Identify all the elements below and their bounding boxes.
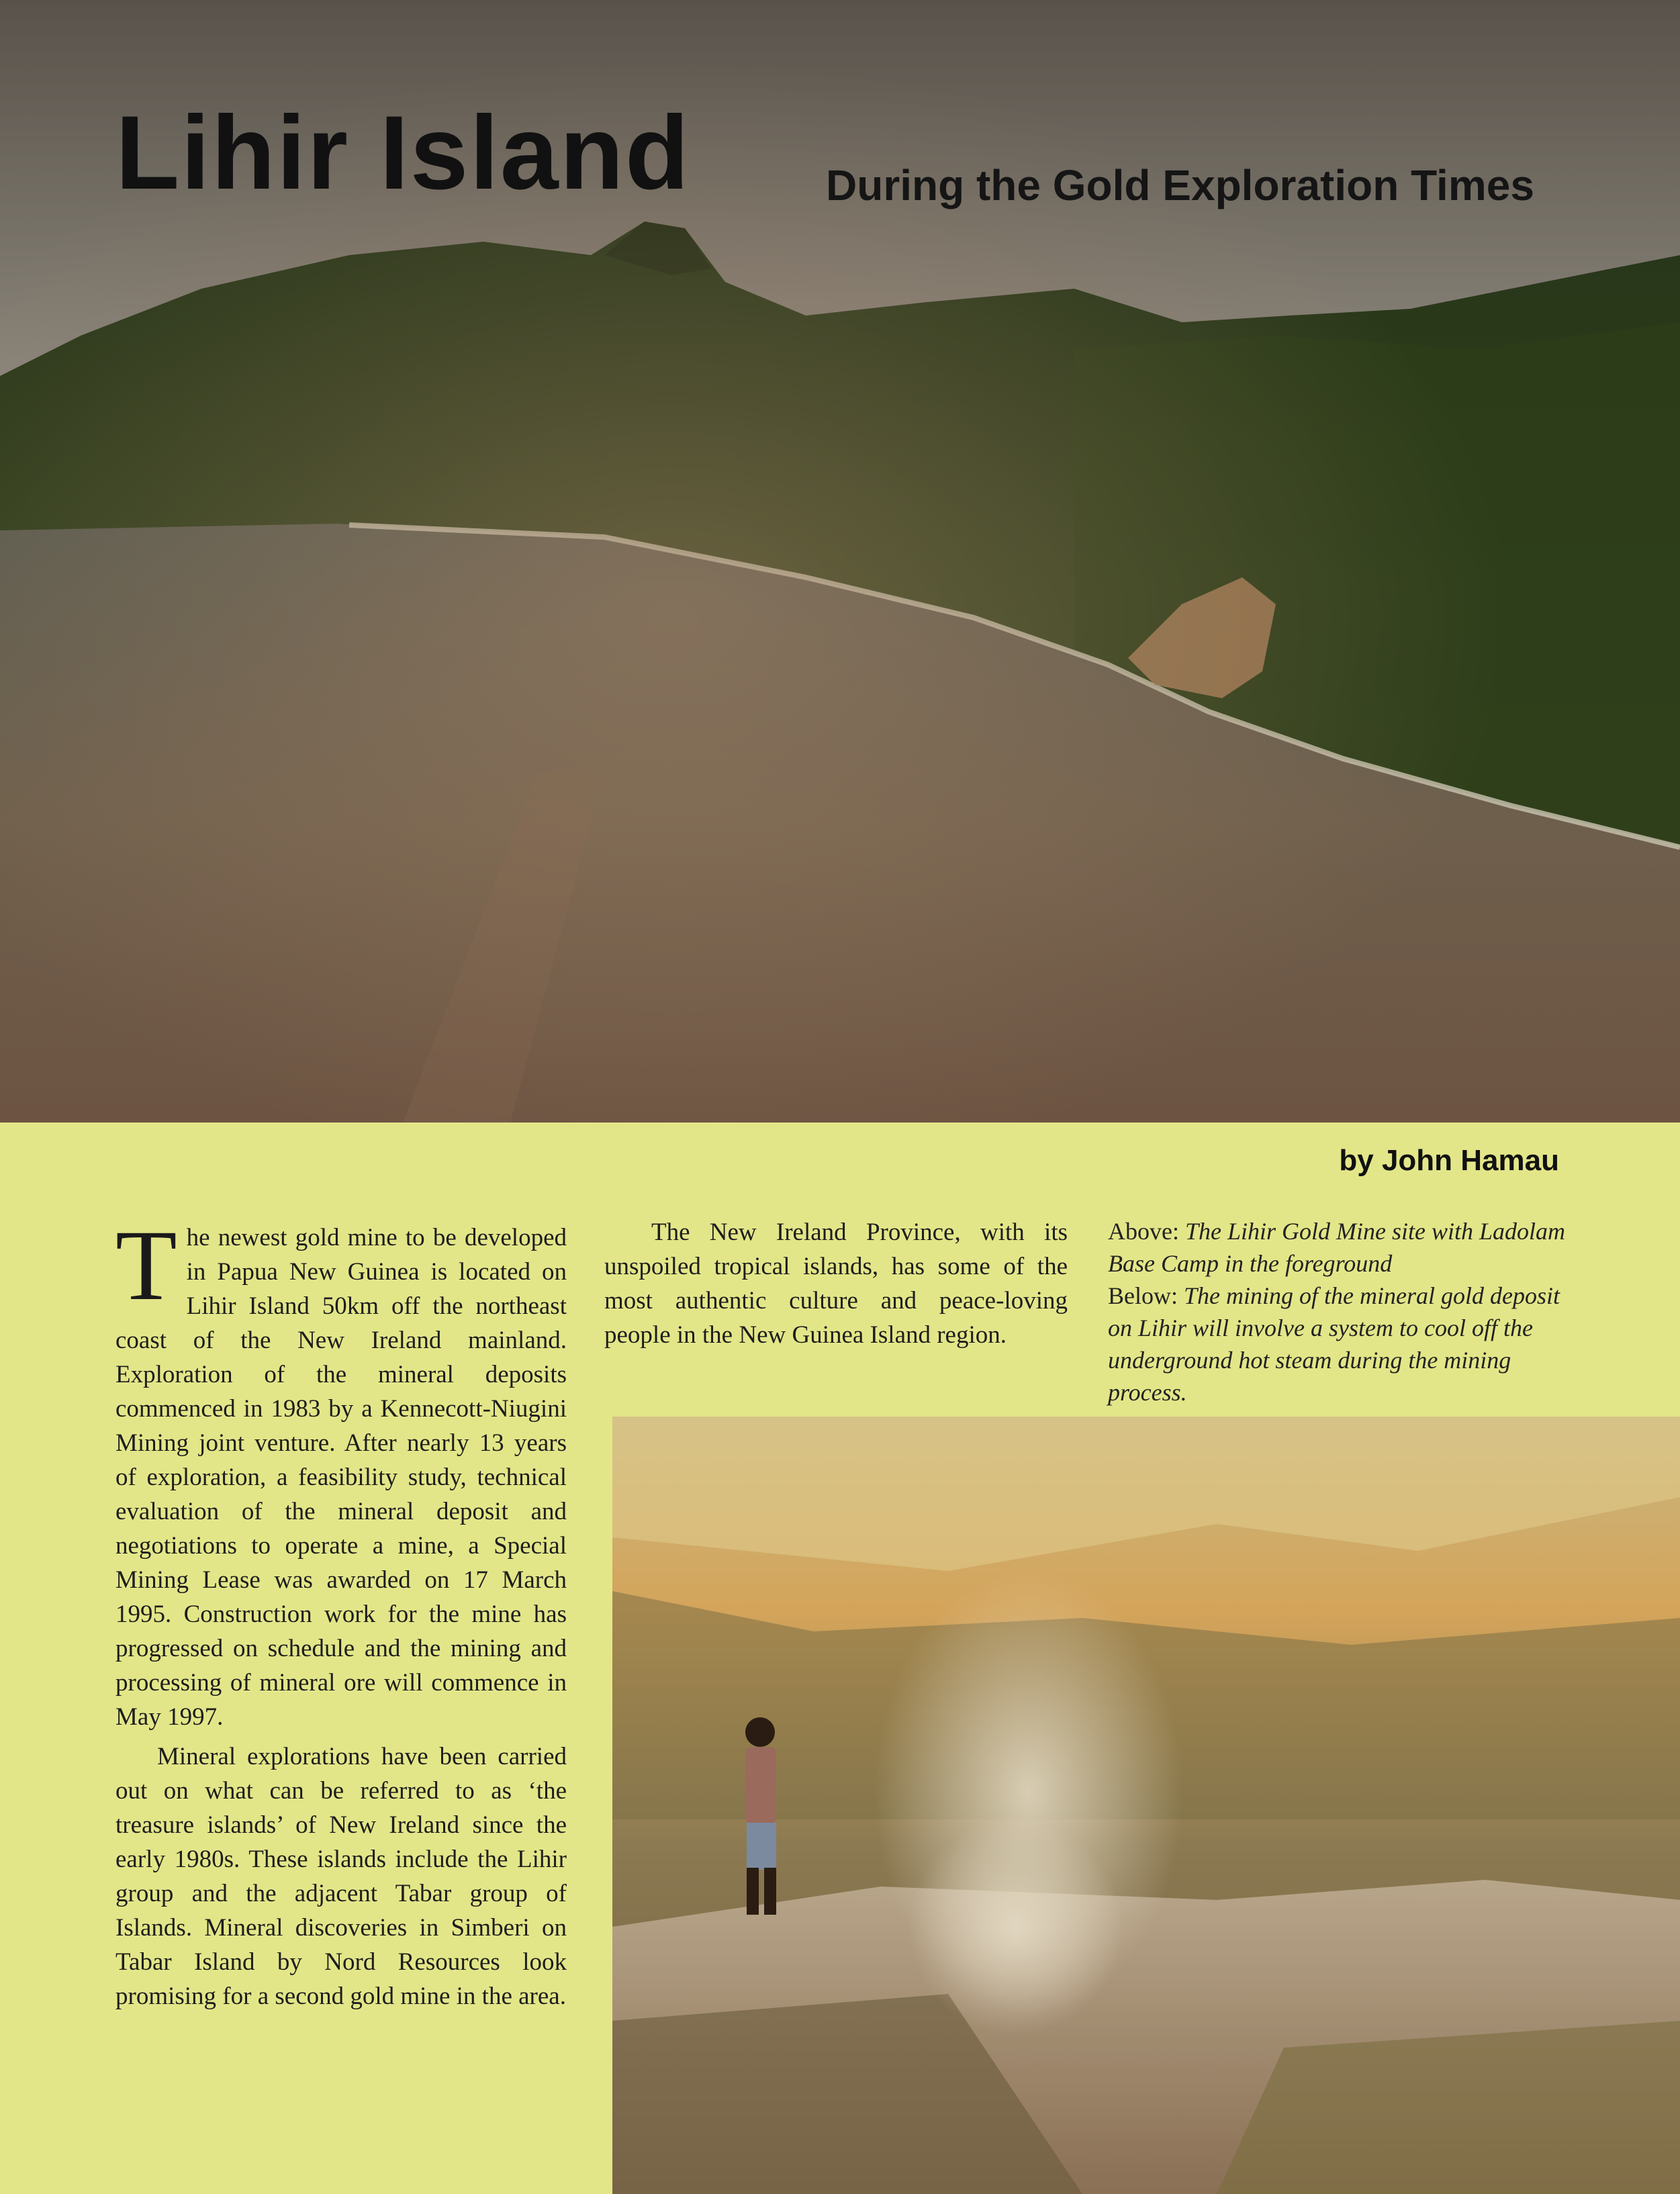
drop-cap: T bbox=[115, 1210, 177, 1321]
paragraph-3: The New Ireland Province, with its unspoiled tropical islands, has some of the most authentic culture and peace-loving people in the New Guinea Island region. bbox=[604, 1219, 1068, 1349]
paragraph-2: Mineral explorations have been carried out on what can be referred to as ‘the treasure islands’ of New Ireland since the early 1980s. These islands include the Lihir group and the adjacent Tabar group of Islands. Mineral discoveries in Simberi on Tabar Island by Nord Resources look promising for a second gold mine in the area. bbox=[115, 1743, 567, 2010]
body-column-1 bbox=[115, 1210, 567, 2013]
steam-vent-image bbox=[612, 1417, 1680, 2194]
caption-below-label: Below: bbox=[1108, 1282, 1178, 1309]
article-subtitle: During the Gold Exploration Times bbox=[826, 161, 1534, 209]
paragraph-1 bbox=[115, 1210, 567, 1734]
byline: by John Hamau bbox=[1339, 1144, 1559, 1177]
caption-above-label: Above: bbox=[1108, 1218, 1179, 1245]
caption-below-text: The mining of the mineral gold deposit on Lihir will involve a system to cool off the underground hot steam during the mining process. bbox=[1108, 1282, 1560, 1406]
paragraph-1-text: he newest gold mine to be developed in Papua New Guinea is located on Lihir Island 50km off the northeast coast of the New Ireland mainland. Exploration of the mineral deposits commenced in 1983 by a Kennecott-Niugini Mining joint venture. After nearly 13 years of exploration, a feasibility study, technical evaluation of the mineral deposit and negotiations to operate a mine, a Special Mining Lease was awarded on 17 March 1995. Construction work for the mine has progressed on schedule and the mining and processing of mineral ore will commence in May 1997. bbox=[115, 1224, 567, 1731]
steam-vent-photo bbox=[612, 1417, 1680, 2194]
photo-caption bbox=[1108, 1215, 1578, 1409]
body-column-2 bbox=[604, 1215, 1068, 1352]
caption-above-text: The Lihir Gold Mine site with Ladolam Base Camp in the foreground bbox=[1108, 1218, 1566, 1277]
article-title: Lihir Island bbox=[115, 95, 691, 211]
